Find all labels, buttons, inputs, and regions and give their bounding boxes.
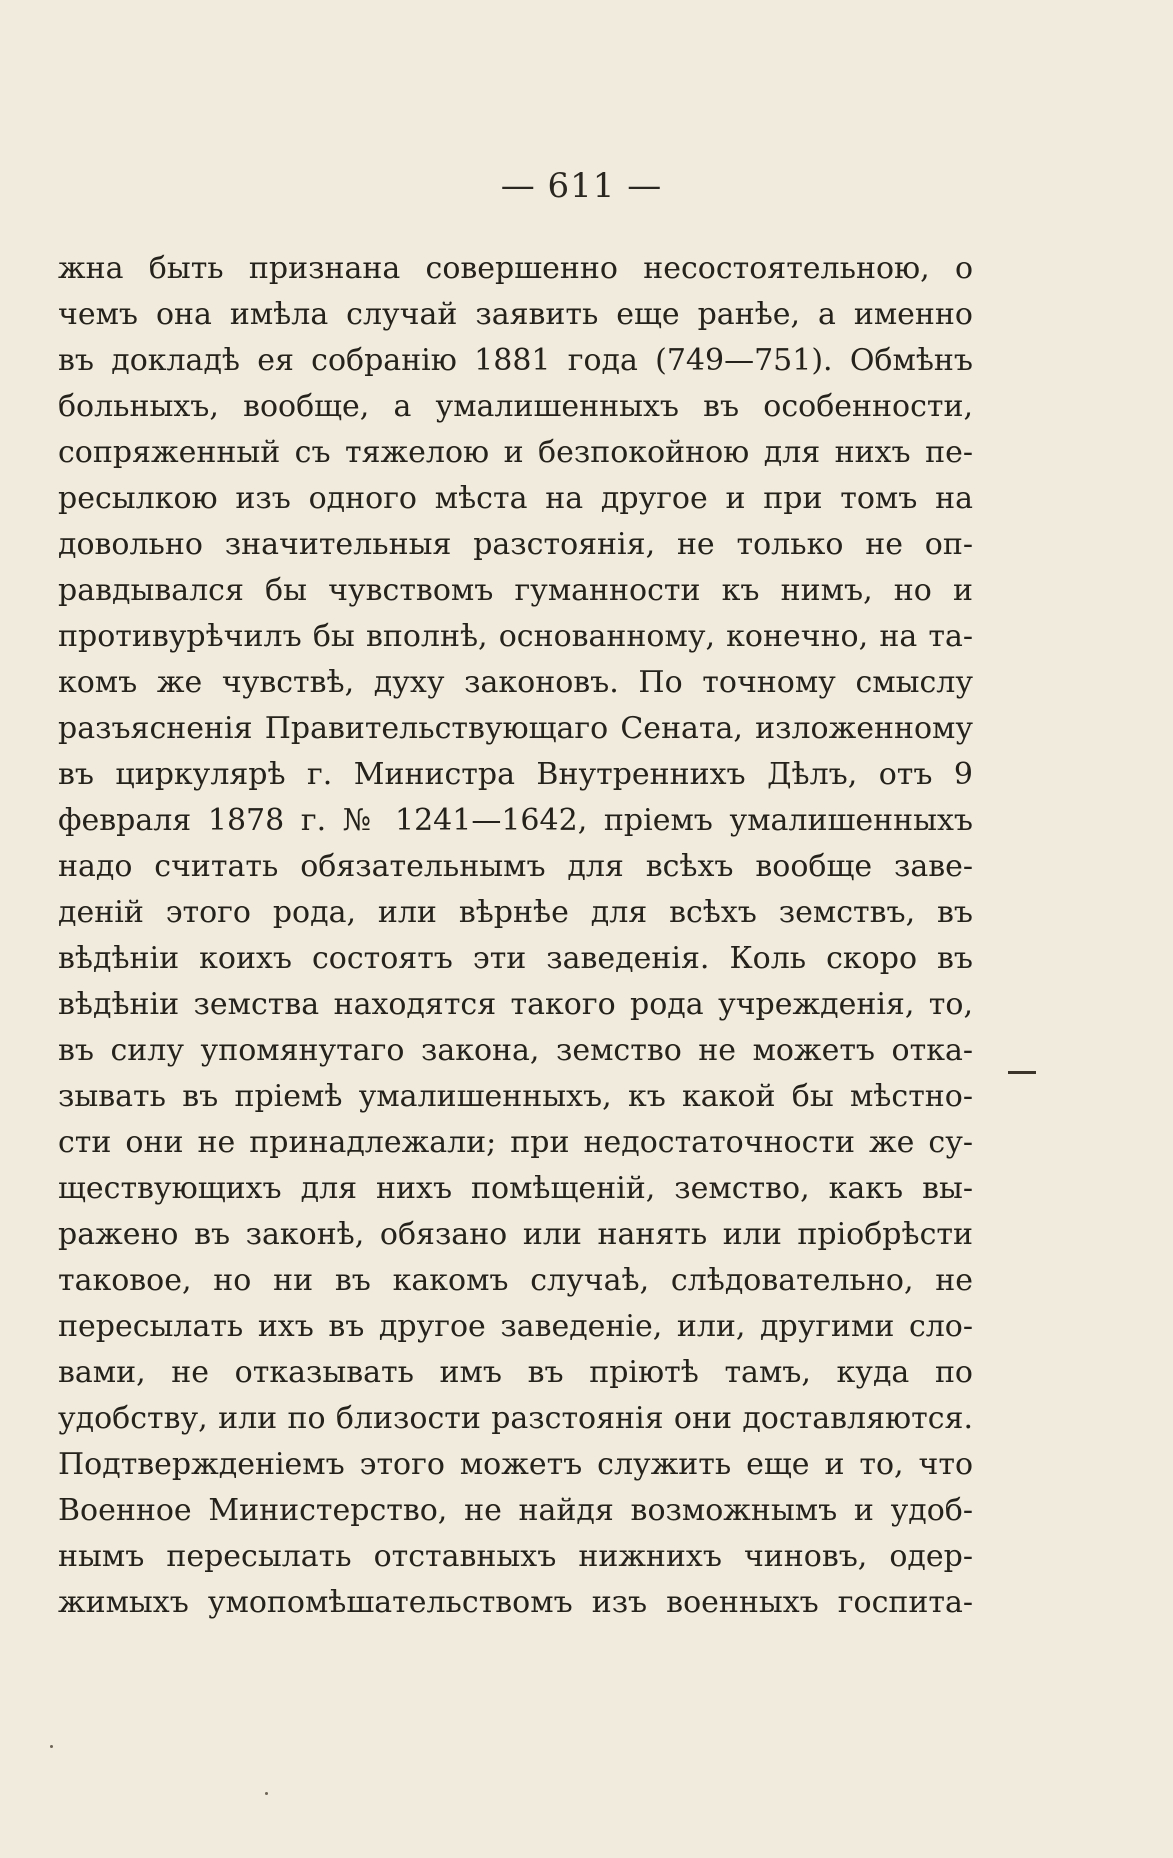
margin-dash-mark	[1008, 1071, 1036, 1074]
text-line: комъ же чувствѣ, духу законовъ. По точному смыслу	[58, 665, 973, 700]
text-line: жимыхъ умопомѣшательствомъ изъ военныхъ госпита-	[58, 1585, 973, 1620]
text-line: сопряженный съ тяжелою и безпокойною для нихъ пе-	[58, 435, 973, 470]
text-line: ражено въ законѣ, обязано или нанять или пріобрѣсти	[58, 1217, 973, 1252]
text-line: пересылать ихъ въ другое заведеніе, или, другими сло-	[58, 1309, 973, 1344]
text-line: вѣдѣніи коихъ состоятъ эти заведенія. Коль скоро въ	[58, 941, 973, 976]
text-line: въ докладѣ ея собранію 1881 года (749—751). Обмѣнъ	[58, 343, 973, 378]
paper-speck	[265, 1792, 268, 1795]
text-line: надо считать обязательнымъ для всѣхъ вообще заве-	[58, 849, 973, 884]
text-line: вѣдѣніи земства находятся такого рода учрежденія, то,	[58, 987, 973, 1022]
text-line: зывать въ пріемѣ умалишенныхъ, къ какой бы мѣстно-	[58, 1079, 973, 1114]
text-line: сти они не принадлежали; при недостаточности же су-	[58, 1125, 973, 1160]
text-line: въ силу упомянутаго закона, земство не можетъ отка-	[58, 1033, 973, 1068]
text-line: февраля 1878 г. № 1241—1642, пріемъ умалишенныхъ	[58, 803, 973, 838]
paper-speck	[50, 1745, 53, 1748]
text-line: жна быть признана совершенно несостоятельною, о	[58, 251, 973, 286]
text-line: деній этого рода, или вѣрнѣе для всѣхъ земствъ, въ	[58, 895, 973, 930]
text-line: довольно значительныя разстоянія, не только не оп-	[58, 527, 973, 562]
text-line: чемъ она имѣла случай заявить еще ранѣе, а именно	[58, 297, 973, 332]
text-line: равдывался бы чувствомъ гуманности къ нимъ, но и	[58, 573, 973, 608]
text-line: ресылкою изъ одного мѣста на другое и при томъ на	[58, 481, 973, 516]
text-line: больныхъ, вообще, а умалишенныхъ въ особенности,	[58, 389, 973, 424]
text-line: въ циркулярѣ г. Министра Внутреннихъ Дѣлъ, отъ 9	[58, 757, 973, 792]
text-line: вами, не отказывать имъ въ пріютѣ тамъ, куда по	[58, 1355, 973, 1390]
text-line: таковое, но ни въ какомъ случаѣ, слѣдовательно, не	[58, 1263, 973, 1298]
text-line: противурѣчилъ бы вполнѣ, основанному, конечно, на та-	[58, 619, 973, 654]
text-line: Военное Министерство, не найдя возможнымъ и удоб-	[58, 1493, 973, 1528]
text-line: нымъ пересылать отставныхъ нижнихъ чиновъ, одер-	[58, 1539, 973, 1574]
page-number-header: — 611 —	[500, 166, 663, 206]
text-line: ществующихъ для нихъ помѣщеній, земство, какъ вы-	[58, 1171, 973, 1206]
body-text	[58, 246, 973, 1626]
text-line: Подтвержденіемъ этого можетъ служить еще и то, что	[58, 1447, 973, 1482]
text-line: разъясненія Правительствующаго Сената, изложенному	[58, 711, 973, 746]
text-line: удобству, или по близости разстоянія они доставляются.	[58, 1401, 973, 1436]
